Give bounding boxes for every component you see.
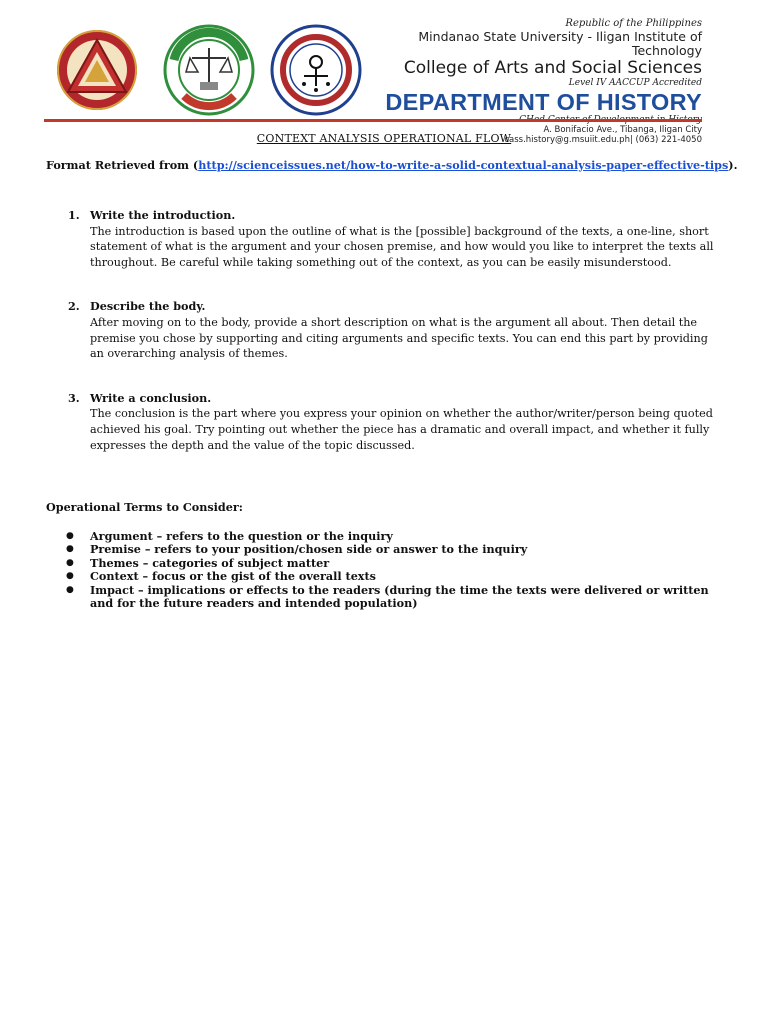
term-text: Premise – refers to your position/chosen side or answer to the inquiry	[90, 542, 528, 557]
step-item	[46, 391, 722, 453]
university-line: Mindanao State University - Iligan Institute of Technology	[418, 29, 702, 58]
bullet-icon: ●	[66, 571, 74, 582]
bullet-icon: ●	[66, 544, 74, 555]
bullet-icon: ●	[66, 531, 74, 541]
step-number: 3.	[68, 390, 80, 405]
term-text: Themes – categories of subject matter	[90, 555, 330, 570]
step-number: 2.	[68, 299, 80, 314]
term-text: Impact – implications or effects to the readers (during the time the texts were delivered or written and for the future readers and intended population)	[90, 582, 709, 611]
term-text: Context – focus or the gist of the overall texts	[90, 569, 376, 584]
step-item	[46, 299, 722, 361]
accreditation-line: Level IV AACCUP Accredited	[568, 78, 702, 88]
letterhead-text	[362, 18, 702, 145]
term-text: Argument – refers to the question or the inquiry	[90, 529, 393, 543]
step-body: The conclusion is the part where you express your opinion on whether the author/writer/person being quoted achieved his goal. Try pointing out whether the piece has a dramatic and overall impact, and whether it fully expresses the depth and the value of the topic discussed.	[90, 407, 713, 452]
department-name: DEPARTMENT OF HISTORY	[385, 89, 702, 115]
address-line: A. Bonifacio Ave., Tibanga, Iligan City	[543, 125, 702, 135]
college-line: College of Arts and Social Sciences	[403, 58, 702, 78]
steps-list	[46, 208, 722, 482]
bullet-icon: ●	[66, 557, 74, 568]
bullet-icon: ●	[66, 584, 74, 595]
republic-line: Republic of the Philippines	[565, 18, 702, 29]
format-suffix: ).	[728, 158, 738, 172]
list-item	[46, 557, 722, 570]
format-prefix: Format Retrieved from (	[46, 158, 199, 172]
document-title: CONTEXT ANALYSIS OPERATIONAL FLOW	[256, 132, 512, 145]
step-heading: Describe the body.	[90, 299, 206, 314]
step-item	[46, 208, 722, 270]
step-heading: Write the introduction.	[90, 208, 236, 222]
header-divider	[44, 119, 702, 122]
list-item	[46, 570, 722, 583]
step-heading: Write a conclusion.	[90, 390, 212, 405]
department-of-history-seal-icon	[266, 24, 366, 116]
list-item	[46, 543, 722, 556]
list-item	[46, 584, 722, 611]
step-number: 1.	[68, 208, 80, 222]
msu-iit-seal-icon	[48, 28, 146, 112]
terms-heading: Operational Terms to Consider:	[46, 500, 243, 514]
college-of-arts-and-social-sciences-seal-icon	[160, 24, 258, 116]
terms-list	[46, 530, 722, 610]
contact-line: cass.history@g.msuiit.edu.ph| (063) 221-4050	[504, 135, 702, 145]
source-link[interactable]: http://scienceissues.net/how-to-write-a-solid-contextual-analysis-paper-effective-tips	[198, 158, 729, 172]
step-body: After moving on to the body, provide a short description on what is the argument all about. Then detail the premise you chose by supporting and citing arguments and specific texts. You can end this part by providing an overarching analysis of themes.	[90, 315, 708, 361]
format-source-line	[46, 158, 738, 172]
list-item	[46, 530, 722, 543]
step-body: The introduction is based upon the outline of what is the [possible] background of the texts, a one-line, short statement of what is the argument and your chosen premise, and how would you like to interpret the texts all throughout. Be careful while taking something out of the context, as you can be easily misunderstood.	[90, 224, 714, 269]
